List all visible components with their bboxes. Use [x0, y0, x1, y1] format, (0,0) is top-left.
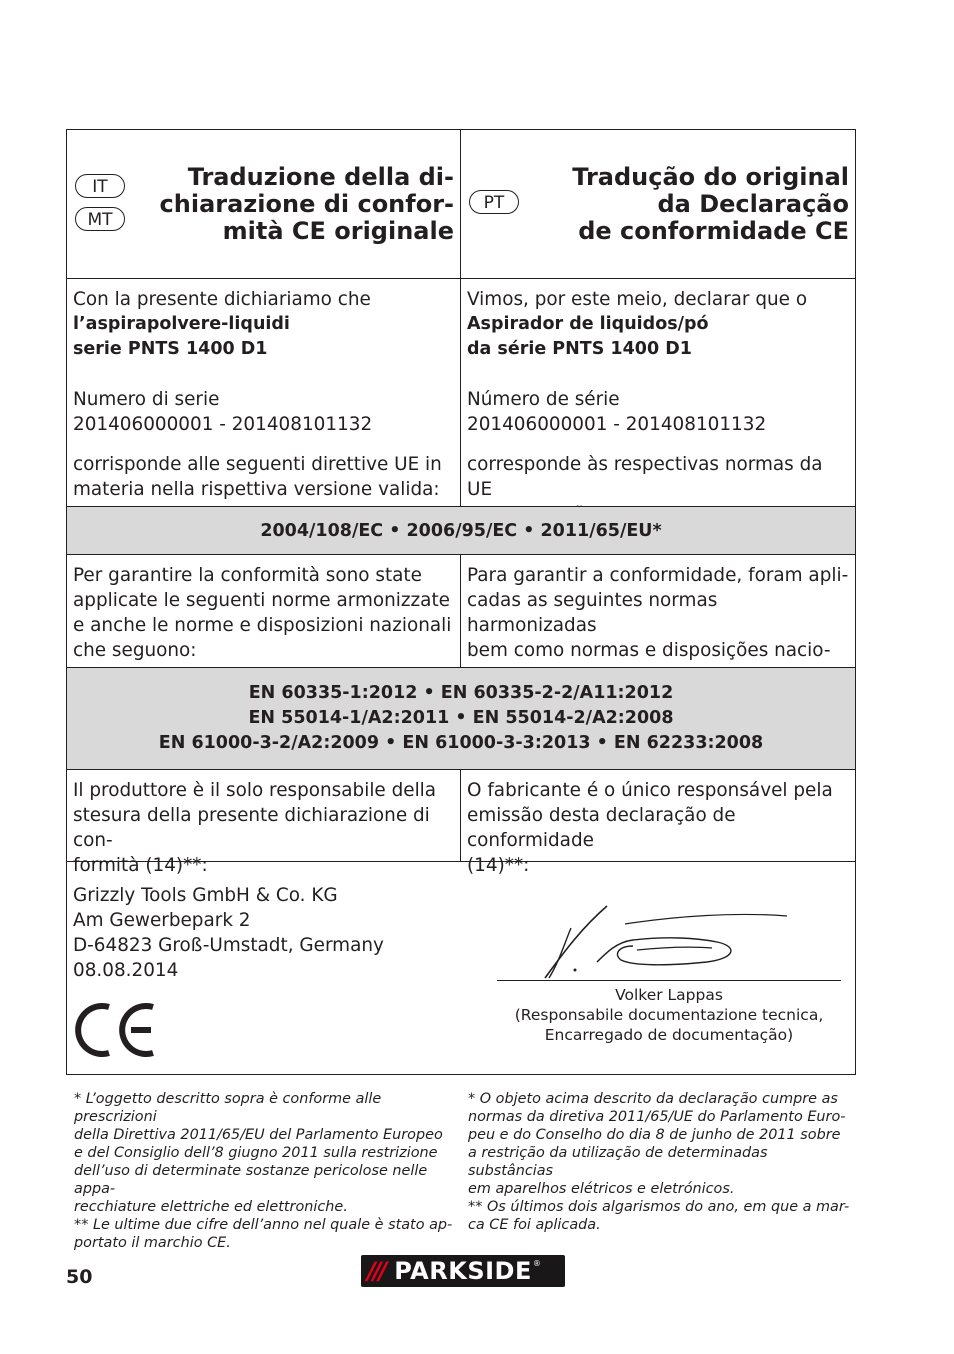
it-footnote-line: portato il marchio CE.: [74, 1235, 231, 1251]
ce-mark-icon: [73, 1001, 157, 1059]
pt-directive-text: corresponde às respectivas normas da UE: [467, 454, 823, 500]
it-responsibility-cell: [67, 770, 461, 876]
manufacturer-row: [67, 862, 855, 1074]
pt-norms-intro-line: cadas as seguintes normas harmonizadas: [467, 590, 718, 636]
pt-footnote-line: * O objeto acima descrito da declaração cumpre as: [468, 1091, 838, 1107]
it-declaration-cell: [67, 279, 461, 506]
it-directive-text: materia nella rispettiva versione valida:: [73, 479, 440, 500]
it-norms-intro-cell: [67, 555, 461, 667]
it-responsibility-line: formità (14)**:: [73, 855, 208, 876]
pt-header-cell: [461, 130, 855, 278]
pt-footnote-line: em aparelhos elétricos e eletrónicos.: [468, 1181, 735, 1197]
logo-stripes: ///: [367, 1257, 385, 1285]
page-number: 50: [66, 1266, 93, 1288]
declaration-table: [66, 129, 856, 1075]
norms-line: EN 55014-1/A2:2011 • EN 55014-2/A2:2008: [248, 708, 674, 728]
it-norms-intro-line: che seguono:: [73, 640, 197, 661]
responsibility-row: [67, 770, 855, 876]
pt-responsibility-cell: [461, 770, 855, 876]
manufacturer-city: D-64823 Groß-Umstadt, Germany: [73, 935, 384, 956]
signatory-name: Volker Lappas: [615, 986, 723, 1004]
norms-row: [67, 668, 855, 770]
it-norms-intro-line: e anche le norme e disposizioni nazionali: [73, 615, 452, 636]
pt-title: [529, 164, 849, 245]
signatory-caption: [497, 985, 841, 1045]
it-title-line: chiarazione di confor-: [159, 190, 454, 218]
pt-footnote-line: normas da diretiva 2011/65/UE do Parlamento Euro-: [468, 1109, 846, 1125]
it-title-line: mità CE originale: [222, 217, 454, 245]
directives-list: 2004/108/EC • 2006/95/EC • 2011/65/EU*: [260, 521, 662, 541]
mt-language-badge: MT: [75, 207, 125, 231]
manufacturer-street: Am Gewerbepark 2: [73, 910, 251, 931]
it-norms-intro-line: applicate le seguenti norme armonizzate: [73, 590, 450, 611]
norms-line: EN 60335-1:2012 • EN 60335-2-2/A11:2012: [248, 683, 674, 703]
pt-series: da série PNTS 1400 D1: [467, 339, 692, 359]
pt-title-line: da Declaração: [657, 190, 849, 218]
pt-language-badge: PT: [469, 190, 519, 214]
declaration-row: [67, 279, 855, 507]
directives-row: [67, 507, 855, 555]
it-language-badge: IT: [75, 174, 125, 198]
pt-responsibility-line: emissão desta declaração de conformidade: [467, 805, 736, 851]
it-title: [134, 164, 454, 245]
pt-footnote-line: ** Os últimos dois algarismos do ano, em que a mar-: [468, 1199, 850, 1215]
pt-norms-intro-line: bem como normas e disposições nacio-: [467, 640, 831, 661]
it-directive-text: corrisponde alle seguenti direttive UE in: [73, 454, 442, 475]
it-serial-range: 201406000001 - 201408101132: [73, 414, 373, 435]
manufacturer-name: Grizzly Tools GmbH & Co. KG: [73, 885, 338, 906]
pt-norms-intro-cell: [461, 555, 855, 667]
pt-product: Aspirador de liquidos/pó: [467, 314, 709, 334]
pt-intro: Vimos, por este meio, declarar que o: [467, 289, 808, 310]
pt-footnote-line: a restrição da utilização de determinadas substâncias: [468, 1145, 768, 1179]
pt-norms-intro-line: Para garantir a conformidade, foram apli-: [467, 565, 849, 586]
it-serial-label: Numero di serie: [73, 389, 220, 410]
it-header-cell: [67, 130, 461, 278]
it-footnotes: [74, 1090, 459, 1252]
pt-serial-label: Número de série: [467, 389, 620, 410]
declaration-date: 08.08.2014: [73, 960, 179, 981]
pt-title-line: de conformidade CE: [578, 217, 849, 245]
it-footnote-line: della Direttiva 2011/65/EU del Parlamento Europeo: [74, 1127, 443, 1143]
logo-brand: PARKSIDE: [394, 1257, 532, 1285]
pt-responsibility-line: (14)**:: [467, 855, 530, 876]
pt-declaration-cell: [461, 279, 855, 506]
it-footnote-line: e del Consiglio dell’8 giugno 2011 sulla restrizione: [74, 1145, 438, 1161]
registered-mark: ®: [532, 1259, 541, 1268]
pt-footnotes: [468, 1090, 853, 1234]
signatory-role-pt: Encarregado de documentação): [544, 1026, 794, 1044]
header-row: [67, 130, 855, 279]
it-footnote-line: recchiature elettriche ed elettroniche.: [74, 1199, 348, 1215]
it-norms-intro-line: Per garantire la conformità sono state: [73, 565, 422, 586]
it-responsibility-line: Il produttore è il solo responsabile della: [73, 780, 437, 801]
norms-intro-row: [67, 555, 855, 668]
norms-line: EN 61000-3-2/A2:2009 • EN 61000-3-3:2013 • EN 62233:2008: [158, 733, 764, 753]
it-footnote-line: * L’oggetto descritto sopra è conforme alle prescrizioni: [74, 1091, 382, 1125]
it-product: l’aspirapolvere-liquidi: [73, 314, 290, 334]
signature-line: [497, 980, 841, 981]
it-responsibility-line: stesura della presente dichiarazione di con-: [73, 805, 430, 851]
it-intro: Con la presente dichiariamo che: [73, 289, 371, 310]
pt-title-line: Tradução do original: [572, 163, 849, 191]
it-footnote-line: ** Le ultime due cifre dell’anno nel quale è stato ap-: [74, 1217, 453, 1233]
it-footnote-line: dell’uso di determinate sostanze pericolose nelle appa-: [74, 1163, 428, 1197]
manufacturer-address: [73, 883, 384, 983]
parkside-logo: [361, 1255, 565, 1287]
pt-serial-range: 201406000001 - 201408101132: [467, 414, 767, 435]
pt-footnote-line: peu e do Conselho do dia 8 de junho de 2011 sobre: [468, 1127, 841, 1143]
it-title-line: Traduzione della di-: [187, 163, 454, 191]
it-series: serie PNTS 1400 D1: [73, 339, 268, 359]
signatory-role-it: (Responsabile documentazione tecnica,: [514, 1006, 824, 1024]
signature-icon: [537, 902, 797, 982]
pt-footnote-line: ca CE foi aplicada.: [468, 1217, 601, 1233]
pt-responsibility-line: O fabricante é o único responsável pela: [467, 780, 833, 801]
